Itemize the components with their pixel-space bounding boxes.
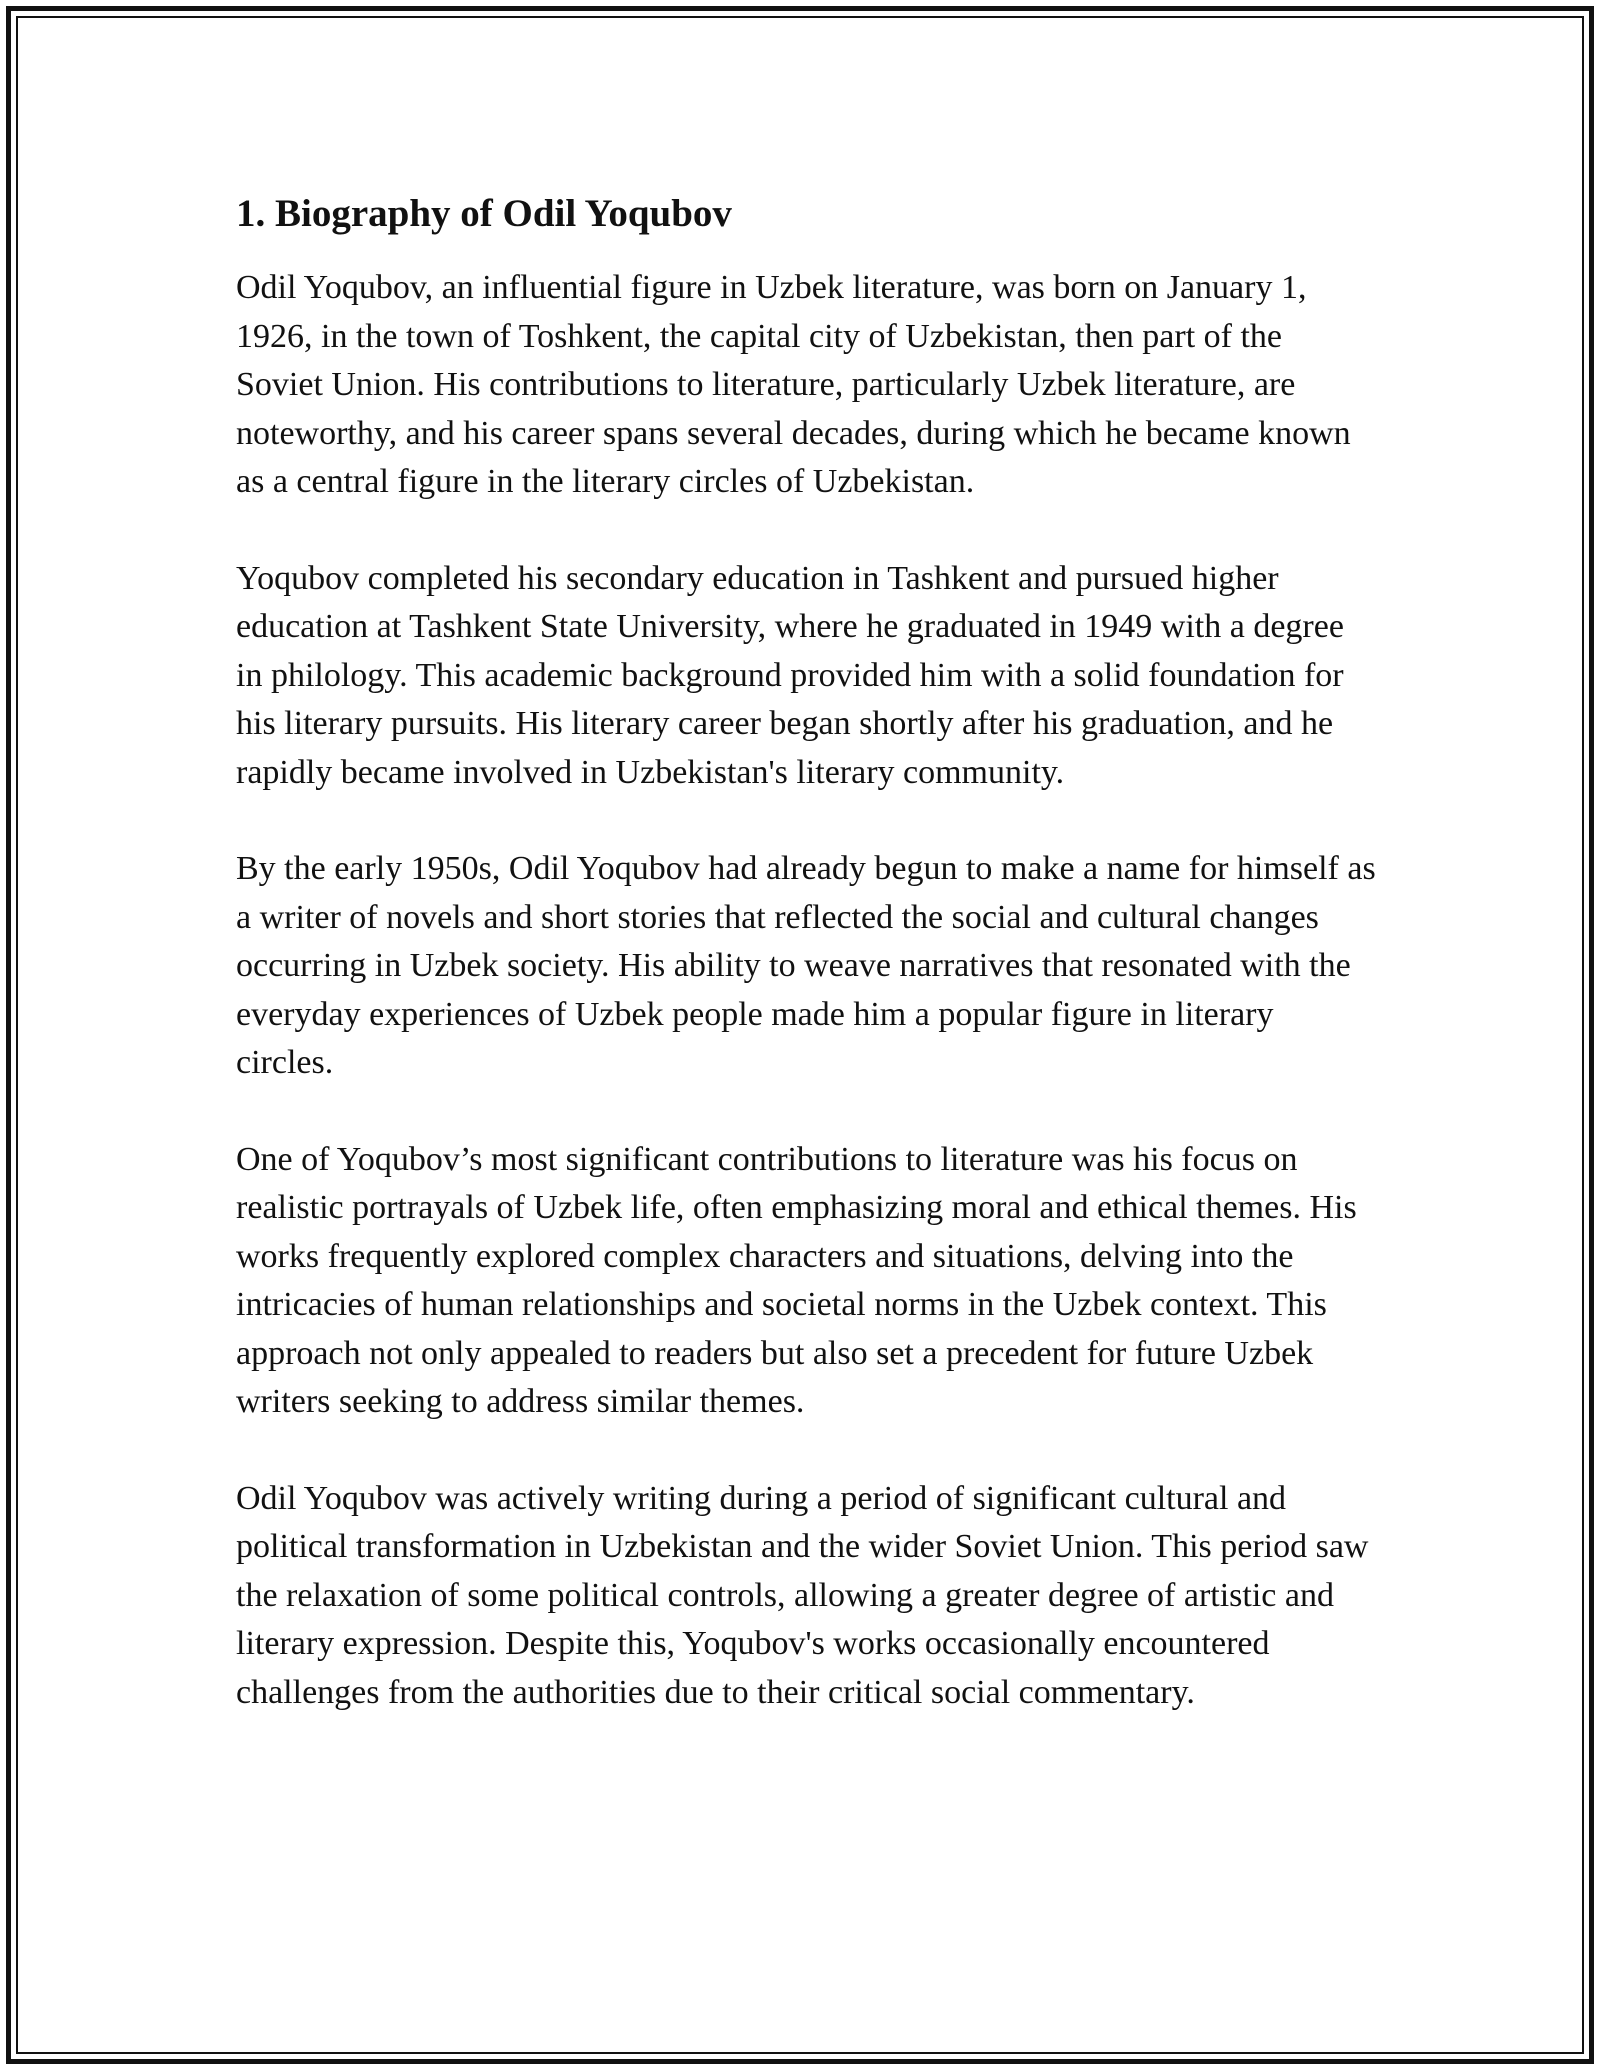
paragraph-education: Yoqubov completed his secondary education in Tashkent and pursued higher education at Tashkent State University, where he graduated in 1949 with a degree in philology. This academic background provided him with a solid foundation for his literary pursuits. His literary career began shortly after his graduation, and he rapidly became involved in Uzbekistan's literary community.: [236, 559, 1344, 791]
paragraph-contributions: One of Yoqubov’s most significant contributions to literature was his focus on realistic portrayals of Uzbek life, often emphasizing moral and ethical themes. His works frequently explored complex characters and situations, delving into the intricacies of human relationships and societal norms in the Uzbek context. This approach not only appealed to readers but also set a precedent for future Uzbek writers seeking to address similar themes.: [236, 1140, 1357, 1420]
section-heading: 1. Biography of Odil Yoqubov: [236, 192, 732, 235]
document-body: [236, 186, 1376, 1765]
paragraph-political-context: Odil Yoqubov was actively writing during a period of significant cultural and political transformation in Uzbekistan and the wider Soviet Union. This period saw the relaxation of some political controls, allowing a greater degree of artistic and literary expression. Despite this, Yoqubov's works occasionally encountered challenges from the authorities due to their critical social commentary.: [236, 1479, 1369, 1711]
paragraph-birth: Odil Yoqubov, an influential figure in Uzbek literature, was born on January 1, 1926, in the town of Toshkent, the capital city of Uzbekistan, then part of the Soviet Union. His contributions to literature, particularly Uzbek literature, are noteworthy, and his career spans several decades, during which he became known as a central figure in the literary circles of Uzbekistan.: [236, 269, 1351, 500]
paragraph-early-career: By the early 1950s, Odil Yoqubov had already begun to make a name for himself as a writer of novels and short stories that reflected the social and cultural changes occurring in Uzbek society. His ability to weave narratives that resonated with the everyday experiences of Uzbek people made him a popular figure in literary circles.: [236, 850, 1376, 1081]
